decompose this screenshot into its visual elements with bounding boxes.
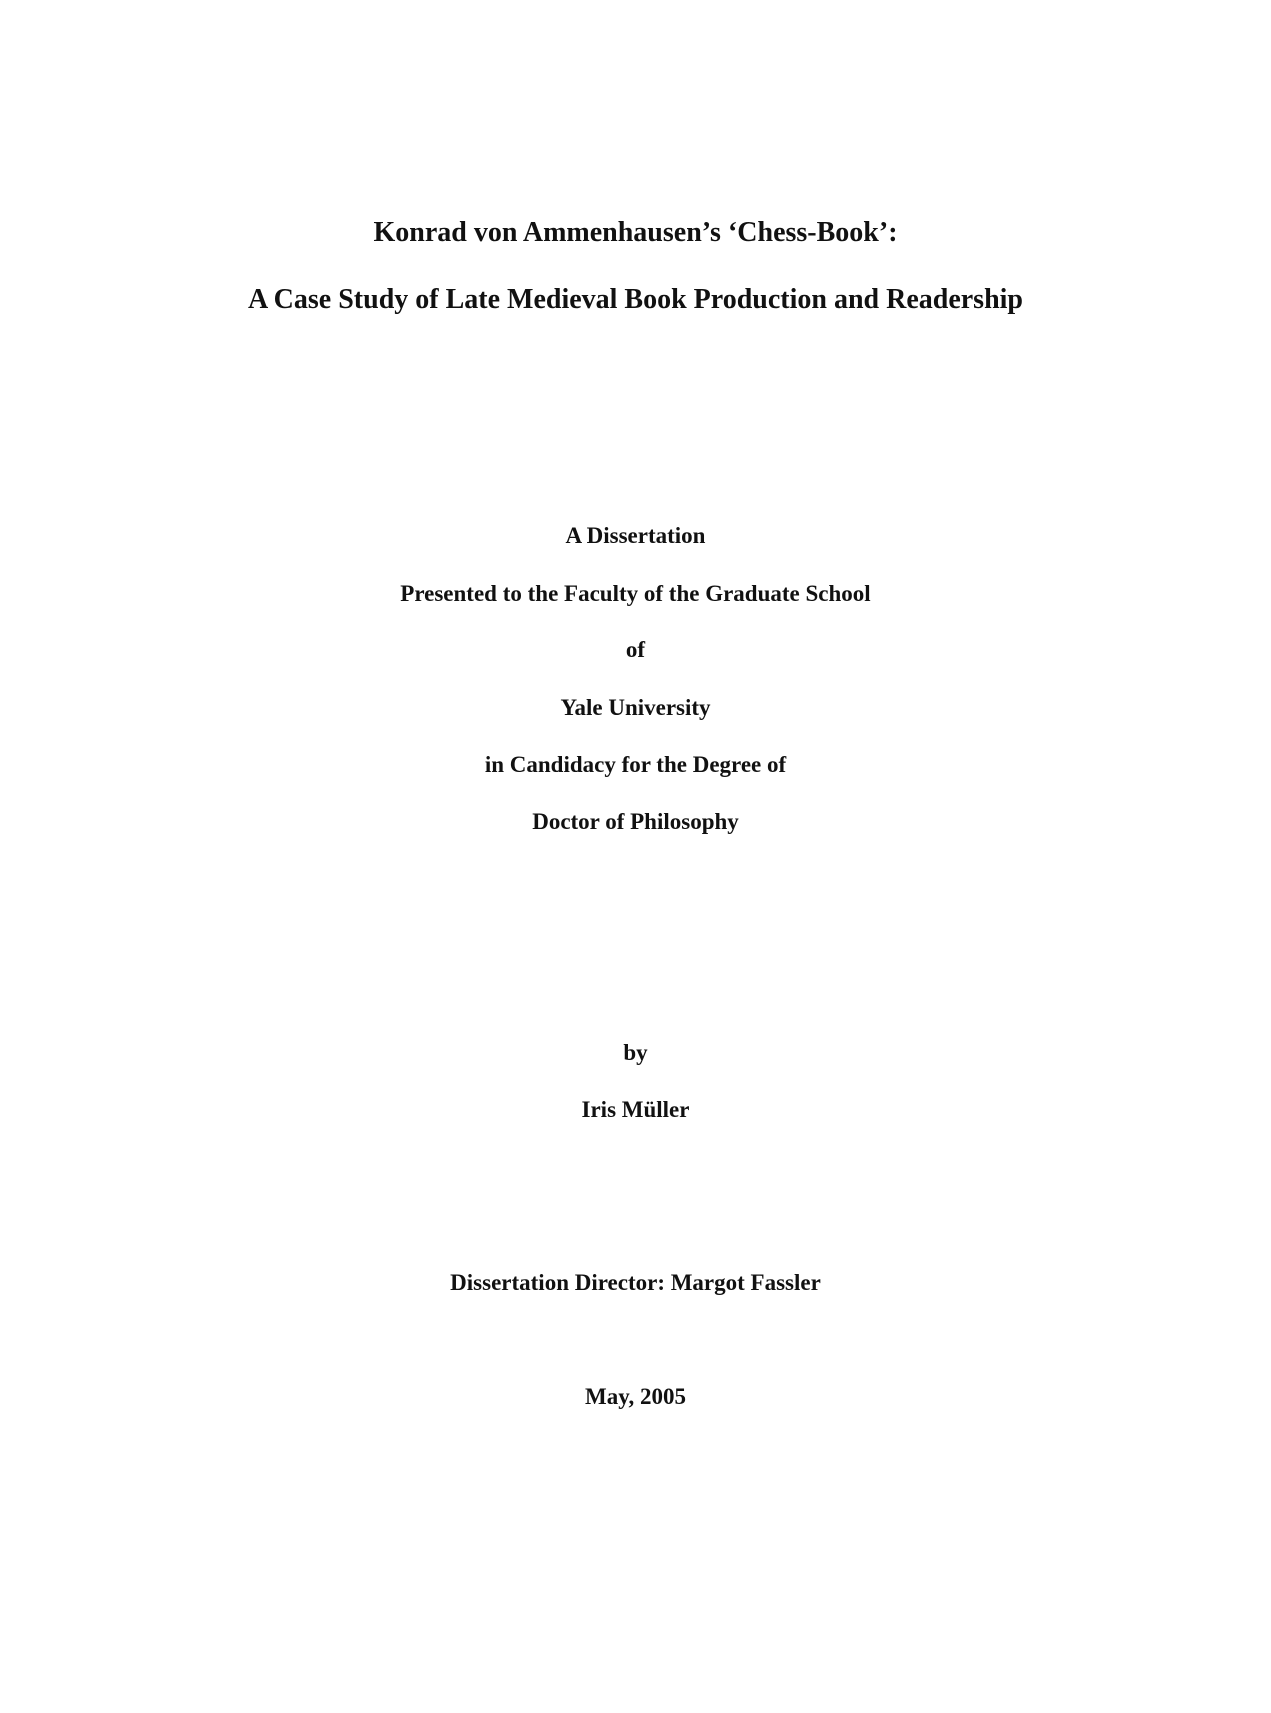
statement-line-of: of [625, 637, 646, 662]
dissertation-title-line-1: Konrad von Ammenhausen’s ‘Chess-Book’: [373, 217, 898, 248]
statement-line-dissertation: A Dissertation [565, 523, 706, 548]
statement-line-university: Yale University [560, 695, 711, 720]
dissertation-director: Dissertation Director: Margot Fassler [450, 1270, 821, 1295]
submission-date: May, 2005 [585, 1384, 686, 1409]
author-name: Iris Müller [581, 1097, 690, 1122]
statement-line-degree: Doctor of Philosophy [532, 809, 739, 834]
dissertation-title-line-2: A Case Study of Late Medieval Book Production and Readership [248, 284, 1023, 315]
author-by: by [623, 1040, 648, 1065]
statement-line-candidacy: in Candidacy for the Degree of [484, 752, 787, 777]
statement-line-presented: Presented to the Faculty of the Graduate School [400, 581, 871, 606]
